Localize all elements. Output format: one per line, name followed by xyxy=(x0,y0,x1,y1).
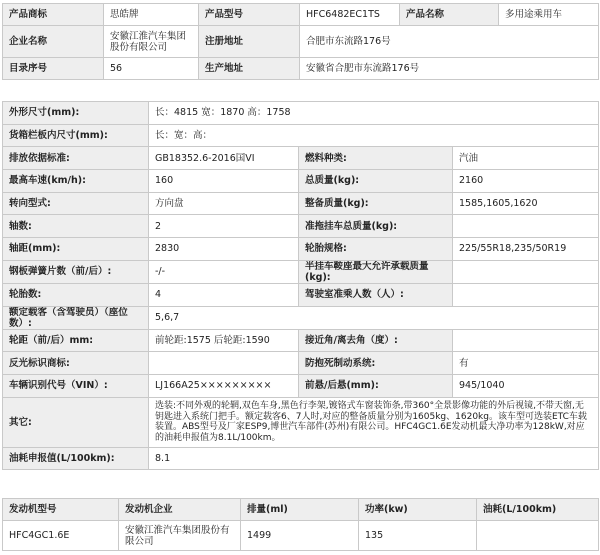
engine-company-cell: 安徽江淮汽车集团股份有限公司 xyxy=(119,521,241,551)
engine-table xyxy=(2,498,599,551)
reflective-brand-label: 反光标识商标: xyxy=(3,352,149,375)
emission-standard-label: 排放依据标准: xyxy=(3,147,149,170)
total-mass-value: 2160 xyxy=(453,170,599,193)
vin-label: 车辆识别代号（VIN）: xyxy=(3,374,149,397)
steering-label: 转向型式: xyxy=(3,192,149,215)
tire-spec-label: 轮胎规格: xyxy=(299,238,453,261)
table-row xyxy=(3,499,599,521)
table-row xyxy=(3,58,599,80)
leaf-spring-value: -/- xyxy=(149,260,299,283)
company-label: 企业名称 xyxy=(3,26,104,58)
model-value: HFC6482EC1TS xyxy=(300,4,400,26)
emission-standard-value: GB18352.6-2016国VI xyxy=(149,147,299,170)
table-row xyxy=(3,102,599,125)
other-notes: 选装:不同外观的轮辋,双色车身,黑色行李架,镀铬式车窗装饰条,带360°全景影像功能的外后视镜,不带天窗,无钥匙进入系统门把手。额定载客6、7人时,对应的整备质量分别为1605kg、1620kg。该车型可选装ETC车载装置。ABS型号及厂家ESP9,博世汽车部件(苏州)有限公司。HFC4GC1.6E发动机最大净功率为128kW,对应的油耗申报值为8.1L/100km。 xyxy=(149,397,599,447)
trailer-mass-value xyxy=(453,215,599,238)
table-row xyxy=(3,238,599,261)
engine-fuel-cell xyxy=(477,521,599,551)
basic-info-table xyxy=(2,3,599,80)
tire-spec-value: 225/55R18,235/50R19 xyxy=(453,238,599,261)
fuel-type-label: 燃料种类: xyxy=(299,147,453,170)
wheelbase-label: 轴距(mm): xyxy=(3,238,149,261)
outer-size-label: 外形尺寸(mm): xyxy=(3,102,149,125)
fuel-consumption-value: 8.1 xyxy=(149,447,599,470)
company-value: 安徽江淮汽车集团股份有限公司 xyxy=(104,26,199,58)
curb-mass-value: 1585,1605,1620 xyxy=(453,192,599,215)
cab-seats-value xyxy=(453,283,599,306)
table-row xyxy=(3,124,599,147)
table-row xyxy=(3,397,599,447)
table-row xyxy=(3,260,599,283)
max-speed-value: 160 xyxy=(149,170,299,193)
total-mass-label: 总质量(kg): xyxy=(299,170,453,193)
power-cell: 135 xyxy=(359,521,477,551)
reflective-brand-value xyxy=(149,352,299,375)
engine-model-header: 发动机型号 xyxy=(3,499,119,521)
rated-passengers-value: 5,6,7 xyxy=(149,306,599,329)
overhang-value: 945/1040 xyxy=(453,374,599,397)
fuel-type-value: 汽油 xyxy=(453,147,599,170)
wheelbase-value: 2830 xyxy=(149,238,299,261)
power-header: 功率(kw) xyxy=(359,499,477,521)
outer-size-value: 长：4815 宽：1870 高：1758 xyxy=(149,102,599,125)
fuel-consumption-label: 油耗申报值(L/100km): xyxy=(3,447,149,470)
catalog-no-label: 目录序号 xyxy=(3,58,104,80)
abs-label: 防抱死制动系统: xyxy=(299,352,453,375)
table-row xyxy=(3,447,599,470)
engine-fuel-header: 油耗(L/100km) xyxy=(477,499,599,521)
production-address-value: 安徽省合肥市东流路176号 xyxy=(300,58,599,80)
table-row xyxy=(3,329,599,352)
cab-seats-label: 驾驶室准乘人数（人）: xyxy=(299,283,453,306)
max-speed-label: 最高车速(km/h): xyxy=(3,170,149,193)
overhang-label: 前悬/后悬(mm): xyxy=(299,374,453,397)
saddle-load-label: 半挂车鞍座最大允许承载质量(kg): xyxy=(299,260,453,283)
engine-model-cell: HFC4GC1.6E xyxy=(3,521,119,551)
trademark-label: 产品商标 xyxy=(3,4,104,26)
rated-passengers-label: 额定载客（含驾驶员）（座位数）: xyxy=(3,306,149,329)
reg-address-label: 注册地址 xyxy=(199,26,300,58)
table-row xyxy=(3,4,599,26)
table-row xyxy=(3,147,599,170)
model-label: 产品型号 xyxy=(199,4,300,26)
production-address-label: 生产地址 xyxy=(199,58,300,80)
table-row xyxy=(3,170,599,193)
curb-mass-label: 整备质量(kg): xyxy=(299,192,453,215)
displacement-header: 排量(ml) xyxy=(241,499,359,521)
tire-count-value: 4 xyxy=(149,283,299,306)
vin-value: LJ166A25××××××××× xyxy=(149,374,299,397)
axle-count-value: 2 xyxy=(149,215,299,238)
table-row xyxy=(3,352,599,375)
specs-table xyxy=(2,101,599,470)
table-row xyxy=(3,26,599,58)
table-row xyxy=(3,192,599,215)
table-row xyxy=(3,306,599,329)
abs-value: 有 xyxy=(453,352,599,375)
engine-company-header: 发动机企业 xyxy=(119,499,241,521)
table-row xyxy=(3,521,599,551)
reg-address-value: 合肥市东流路176号 xyxy=(300,26,599,58)
table-row xyxy=(3,283,599,306)
tire-count-label: 轮胎数: xyxy=(3,283,149,306)
cargo-size-value: 长：宽：高： xyxy=(149,124,599,147)
catalog-no-value: 56 xyxy=(104,58,199,80)
cargo-size-label: 货箱栏板内尺寸(mm): xyxy=(3,124,149,147)
track-width-label: 轮距（前/后）mm: xyxy=(3,329,149,352)
steering-value: 方向盘 xyxy=(149,192,299,215)
table-row xyxy=(3,374,599,397)
other-label: 其它: xyxy=(3,397,149,447)
track-width-value: 前轮距:1575 后轮距:1590 xyxy=(149,329,299,352)
approach-departure-value xyxy=(453,329,599,352)
trailer-mass-label: 准拖挂车总质量(kg): xyxy=(299,215,453,238)
saddle-load-value xyxy=(453,260,599,283)
approach-departure-label: 接近角/离去角（度）: xyxy=(299,329,453,352)
product-name-label: 产品名称 xyxy=(400,4,499,26)
table-row xyxy=(3,215,599,238)
displacement-cell: 1499 xyxy=(241,521,359,551)
axle-count-label: 轴数: xyxy=(3,215,149,238)
product-name-value: 多用途乘用车 xyxy=(499,4,599,26)
trademark-value: 思皓牌 xyxy=(104,4,199,26)
leaf-spring-label: 钢板弹簧片数（前/后）: xyxy=(3,260,149,283)
